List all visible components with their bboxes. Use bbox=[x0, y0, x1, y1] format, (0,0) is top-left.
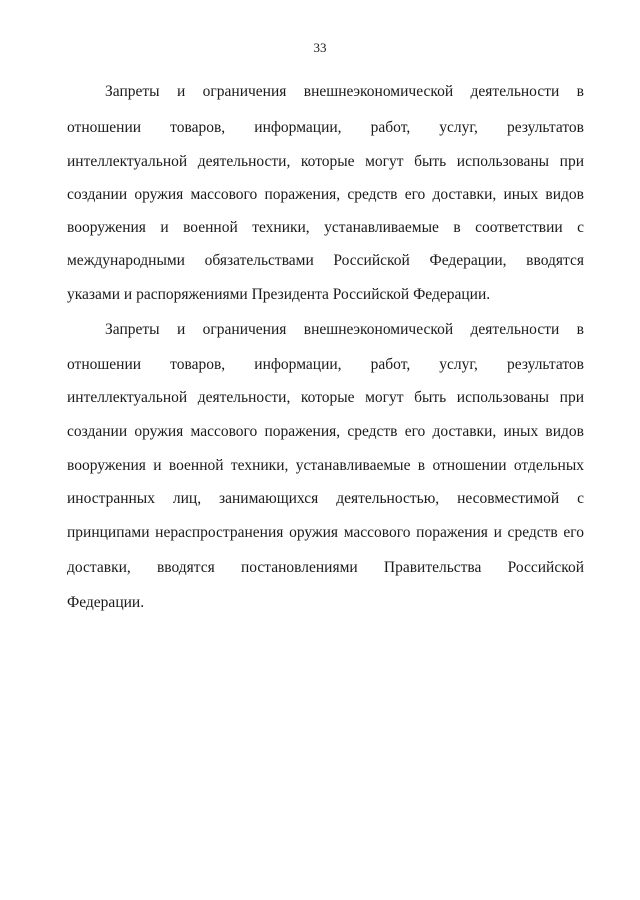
paragraph-2-line-7: принципами нераспространения оружия массового поражения и средств его bbox=[67, 524, 584, 541]
paragraph-2-line-5: вооружения и военной техники, устанавливаемые в отношении отдельных bbox=[67, 457, 584, 474]
paragraph-2-line-8: доставки, вводятся постановлениями Правительства Российской bbox=[67, 559, 584, 576]
paragraph-1-line-5: вооружения и военной техники, устанавливаемые в соответствии с bbox=[67, 219, 584, 236]
paragraph-2-line-2: отношении товаров, информации, работ, услуг, результатов bbox=[67, 356, 584, 373]
paragraph-1-line-7: указами и распоряжениями Президента Российской Федерации. bbox=[67, 286, 491, 303]
paragraph-1-line-4: создании оружия массового поражения, средств его доставки, иных видов bbox=[67, 186, 584, 203]
paragraph-2-line-4: создании оружия массового поражения, средств его доставки, иных видов bbox=[67, 423, 584, 440]
page-number: 33 bbox=[313, 40, 327, 55]
paragraph-1-line-2: отношении товаров, информации, работ, услуг, результатов bbox=[67, 119, 584, 136]
paragraph-2-line-1: Запреты и ограничения внешнеэкономической деятельности в bbox=[105, 321, 584, 338]
paragraph-2-line-6: иностранных лиц, занимающихся деятельностью, несовместимой с bbox=[67, 490, 584, 507]
paragraph-2-line-3: интеллектуальной деятельности, которые могут быть использованы при bbox=[67, 389, 584, 406]
paragraph-1-line-3: интеллектуальной деятельности, которые могут быть использованы при bbox=[67, 153, 584, 170]
paragraph-1-line-6: международными обязательствами Российской Федерации, вводятся bbox=[67, 252, 584, 269]
paragraph-1-line-1: Запреты и ограничения внешнеэкономической деятельности в bbox=[105, 83, 584, 100]
paragraph-2-line-9: Федерации. bbox=[67, 594, 145, 611]
